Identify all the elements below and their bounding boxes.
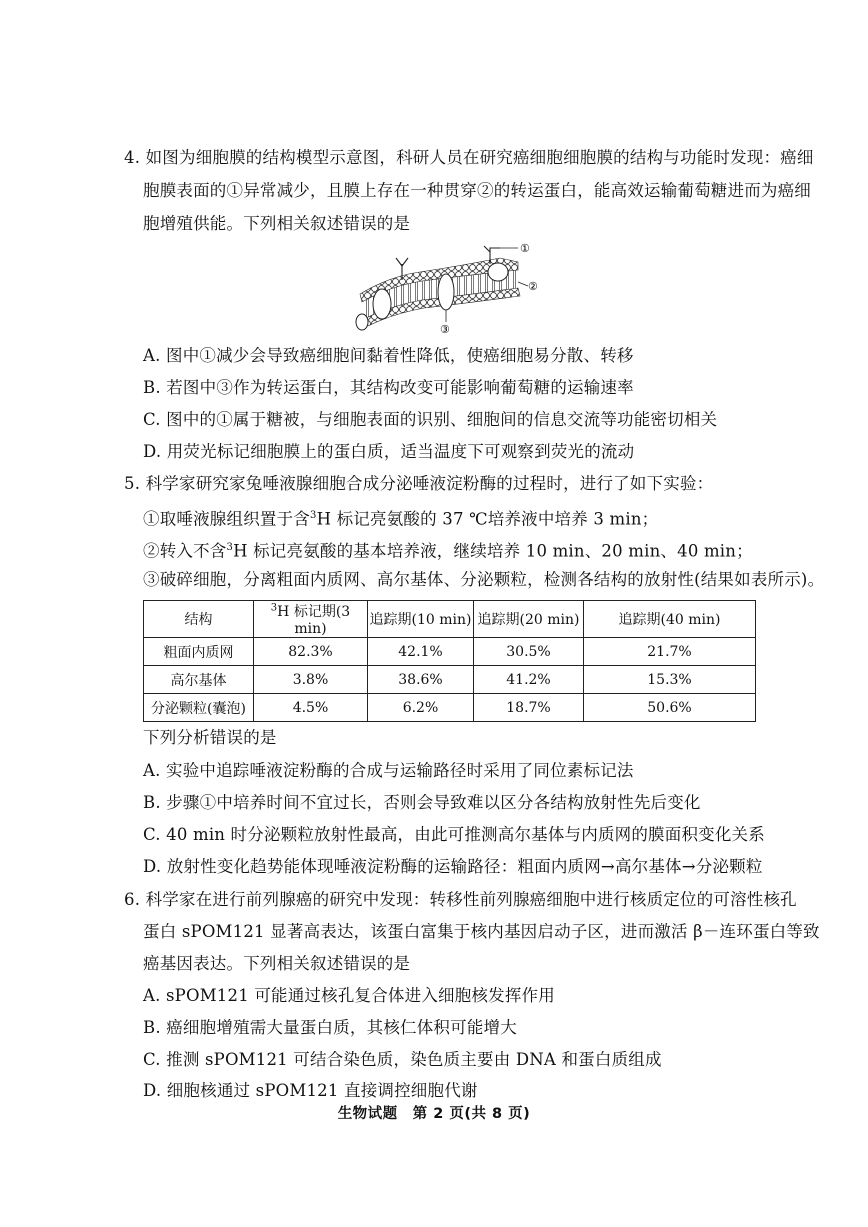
cell-membrane-figure <box>350 236 550 336</box>
q6-option-c: C. 推测 sPOM121 可结合染色质，染色质主要由 DNA 和蛋白质组成 <box>143 1050 662 1069</box>
q5-option-b: B. 步骤①中培养时间不宜过长，否则会导致难以区分各结构放射性先后变化 <box>143 793 701 812</box>
q4-option-a: A. 图中①减少会导致癌细胞间黏着性降低，使癌细胞易分散、转移 <box>143 346 634 365</box>
page-footer: 生物试题 第 2 页(共 8 页) <box>337 1106 531 1122</box>
cell: 4.5% <box>254 694 368 722</box>
cell: 50.6% <box>584 694 756 722</box>
cell: 38.6% <box>368 666 474 694</box>
transport-protein <box>438 274 454 310</box>
cell: 41.2% <box>474 666 584 694</box>
q4-stem-line3: 胞增殖供能。下列相关叙述错误的是 <box>143 214 411 233</box>
table-row <box>144 694 756 722</box>
label-1: ① <box>520 242 530 255</box>
q5-stem: 5. 科学家研究家兔唾液腺细胞合成分泌唾液淀粉酶的过程时，进行了如下实验： <box>124 474 714 493</box>
q6-option-a: A. sPOM121 可能通过核孔复合体进入细胞核发挥作用 <box>143 986 555 1005</box>
q5-option-c: C. 40 min 时分泌颗粒放射性最高，由此可推测高尔基体与内质网的膜面积变化关系 <box>143 825 765 844</box>
q4-stem-line1: 4. 如图为细胞膜的结构模型示意图，科研人员在研究癌细胞细胞膜的结构与功能时发现：癌细 <box>124 148 814 167</box>
cell: 18.7% <box>474 694 584 722</box>
q4-option-c: C. 图中的①属于糖被，与细胞表面的识别、细胞间的信息交流等功能密切相关 <box>143 410 718 429</box>
peripheral-protein <box>356 314 368 330</box>
header-label-period: $^3$H 标记期(3 min) <box>254 601 368 638</box>
q5-prompt: 下列分析错误的是 <box>143 728 277 747</box>
q4-option-b: B. 若图中③作为转运蛋白，其结构改变可能影响葡萄糖的运输速率 <box>143 378 634 397</box>
cell: 30.5% <box>474 638 584 666</box>
q5-option-d: D. 放射性变化趋势能体现唾液淀粉酶的运输路径：粗面内质网→高尔基体→分泌颗粒 <box>143 857 763 876</box>
q4-option-d: D. 用荧光标记细胞膜上的蛋白质，适当温度下可观察到荧光的流动 <box>143 442 635 461</box>
table-header-row <box>144 601 756 638</box>
header-chase-10: 追踪期(10 min) <box>368 601 474 638</box>
label-3: ③ <box>440 323 450 336</box>
cell: 15.3% <box>584 666 756 694</box>
row-name: 高尔基体 <box>144 666 254 694</box>
table-row <box>144 638 756 666</box>
q6-stem-line1: 6. 科学家在进行前列腺癌的研究中发现：转移性前列腺癌细胞中进行核质定位的可溶性核孔 <box>124 890 797 909</box>
q5-option-a: A. 实验中追踪唾液淀粉酶的合成与运输路径时采用了同位素标记法 <box>143 761 634 780</box>
cell: 82.3% <box>254 638 368 666</box>
table-row <box>144 666 756 694</box>
q4-stem-line2: 胞膜表面的①异常减少，且膜上存在一种贯穿②的转运蛋白，能高效运输葡萄糖进而为癌细 <box>143 181 811 200</box>
label-2: ② <box>528 280 538 293</box>
q6-option-d: D. 细胞核通过 sPOM121 直接调控细胞代谢 <box>143 1081 478 1100</box>
radioactivity-table <box>143 600 756 722</box>
q5-step-2: ②转入不含$^3$H 标记亮氨酸的基本培养液，继续培养 10 min、20 min、40 min； <box>143 541 753 561</box>
q6-stem-line3: 癌基因表达。下列相关叙述错误的是 <box>143 954 411 973</box>
cell: 21.7% <box>584 638 756 666</box>
row-name: 分泌颗粒(囊泡) <box>144 694 254 722</box>
q6-option-b: B. 癌细胞增殖需大量蛋白质，其核仁体积可能增大 <box>143 1018 517 1037</box>
cell: 42.1% <box>368 638 474 666</box>
surface-protein <box>488 263 508 281</box>
header-chase-20: 追踪期(20 min) <box>474 601 584 638</box>
cell: 3.8% <box>254 666 368 694</box>
row-name: 粗面内质网 <box>144 638 254 666</box>
header-structure: 结构 <box>144 601 254 638</box>
q5-step-1: ①取唾液腺组织置于含$^3$H 标记亮氨酸的 37 ℃培养液中培养 3 min； <box>143 509 659 529</box>
q6-stem-line2: 蛋白 sPOM121 显著高表达，该蛋白富集于核内基因启动子区，进而激活 β－连环蛋白等致 <box>143 922 820 941</box>
header-chase-40: 追踪期(40 min) <box>584 601 756 638</box>
cell: 6.2% <box>368 694 474 722</box>
q5-step-3: ③破碎细胞，分离粗面内质网、高尔基体、分泌颗粒，检测各结构的放射性(结果如表所示)。 <box>143 570 825 589</box>
integral-protein <box>373 289 391 319</box>
